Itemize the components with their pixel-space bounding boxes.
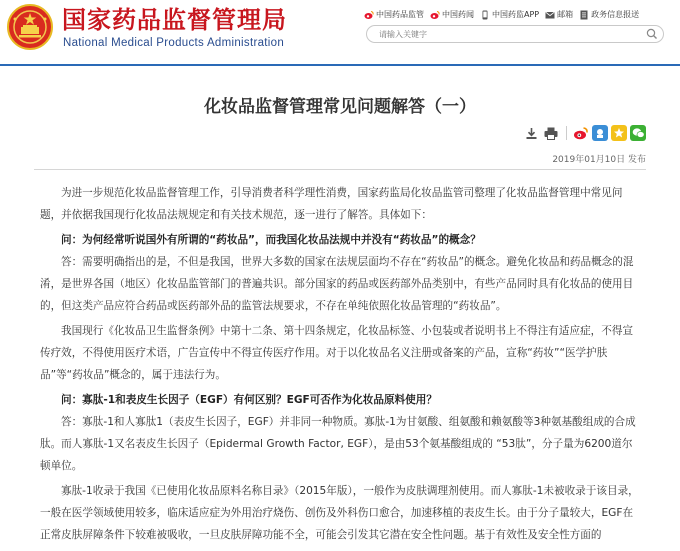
- printer-icon: [544, 127, 558, 140]
- link-weibo-news[interactable]: [430, 9, 474, 20]
- site-header: [0, 0, 680, 66]
- answer-paragraph: 答：寡肽-1和人寡肽1（表皮生长因子，EGF）并非同一种物质。寡肽-1为甘氨酸、组氨酸和赖氨酸等3种氨基酸组成的合成肽。而人寡肽-1又名表皮生长因子（Epidermal Growth Factor, EGF），是由53个氨基酸组成的 “53肽”，分子量为6200道尔顿单位。: [40, 416, 636, 472]
- share-wechat-button[interactable]: [630, 125, 646, 141]
- intro-paragraph: 为进一步规范化妆品监督管理工作，引导消费者科学理性消费，国家药监局化妆品监管司整理了化妆品监督管理中常见问题，并依据我国现行化妆品法规规定和有关技术规范，逐一进行了解答。具体如下：: [40, 187, 623, 221]
- wechat-icon: [632, 127, 645, 139]
- link-label: 中国药监APP: [492, 10, 540, 19]
- share-favorite-button[interactable]: [611, 125, 627, 141]
- star-icon: [613, 127, 625, 139]
- link-mail[interactable]: [545, 9, 573, 20]
- link-label: 中国药品监管: [376, 10, 424, 19]
- publish-date: 2019年01月10日 发布: [552, 155, 646, 165]
- article-body: [40, 182, 642, 546]
- question-heading: 问：寡肽-1和表皮生长因子（EGF）有何区别？EGF可否作为化妆品原料使用？: [61, 394, 437, 406]
- share-qzone-button[interactable]: [592, 125, 608, 141]
- share-weibo-button[interactable]: [573, 125, 589, 141]
- phone-icon: [480, 10, 490, 20]
- question-heading: 问：为何经常听说国外有所谓的“药妆品”，而我国化妆品法规中并没有“药妆品”的概念？: [61, 234, 481, 246]
- search-input[interactable]: [379, 28, 619, 40]
- top-links: [364, 9, 645, 20]
- article-meta: [34, 146, 646, 170]
- search-icon[interactable]: [645, 28, 659, 40]
- link-app[interactable]: [480, 9, 539, 20]
- link-label: 政务信息报送: [591, 10, 640, 19]
- weibo-icon: [364, 10, 374, 20]
- site-title-cn[interactable]: 国家药品监督管理局: [62, 6, 287, 34]
- mail-icon: [545, 10, 555, 20]
- toolbar-divider: [566, 126, 567, 140]
- weibo-icon: [573, 125, 589, 141]
- article-toolbar: [524, 125, 649, 141]
- download-icon: [525, 127, 538, 140]
- national-emblem-icon: [7, 4, 53, 50]
- search-box: [366, 25, 664, 43]
- print-button[interactable]: [544, 126, 558, 140]
- site-title-en[interactable]: National Medical Products Administration: [63, 37, 285, 49]
- link-label: 邮箱: [557, 10, 574, 19]
- answer-paragraph: 寡肽-1收录于我国《已使用化妆品原料名称目录》（2015年版），一般作为皮肤调理剂使用。而人寡肽-1未被收录于该目录，一般在医学领域使用较多，临床适应症为外用治疗烧伤、创伤及外科伤口愈合，加速移植的表皮生长。由于分子量较大，EGF在正常皮肤屏障条件下较难被吸收，一旦皮肤屏障功能不全，可能会引发其它潜在安全性问题。基于有效性及安全性方面的: [40, 485, 639, 541]
- header-divider: [0, 64, 680, 66]
- qzone-icon: [594, 127, 606, 139]
- share-buttons: [573, 125, 649, 141]
- link-weibo-nmpa[interactable]: [364, 9, 424, 20]
- answer-paragraph: 答：需要明确指出的是，不但是我国，世界大多数的国家在法规层面均不存在“药妆品”的概念。避免化妆品和药品概念的混淆，是世界各国（地区）化妆品监管部门的普遍共识。部分国家的药品或医药部外品类别中，有些产品同时具有化妆品的使用目的，但这类产品应符合药品或医药部外品的监管法规要求，不存在单纯依照化妆品管理的“药妆品”。: [40, 256, 634, 312]
- download-button[interactable]: [524, 126, 538, 140]
- document-icon: [579, 10, 589, 20]
- answer-paragraph: 我国现行《化妆品卫生监督条例》中第十二条、第十四条规定，化妆品标签、小包装或者说明书上不得注有适应症，不得宣传疗效，不得使用医疗术语，广告宣传中不得宣传医疗作用。对于以化妆品名义注册或备案的产品，宣称“药妆”“医学护肤品”等“药妆品”概念的，属于违法行为。: [40, 325, 634, 381]
- weibo-icon: [430, 10, 440, 20]
- link-label: 中国药闻: [442, 10, 474, 19]
- link-report[interactable]: [579, 9, 639, 20]
- page-title: 化妆品监督管理常见问题解答（一）: [204, 97, 476, 117]
